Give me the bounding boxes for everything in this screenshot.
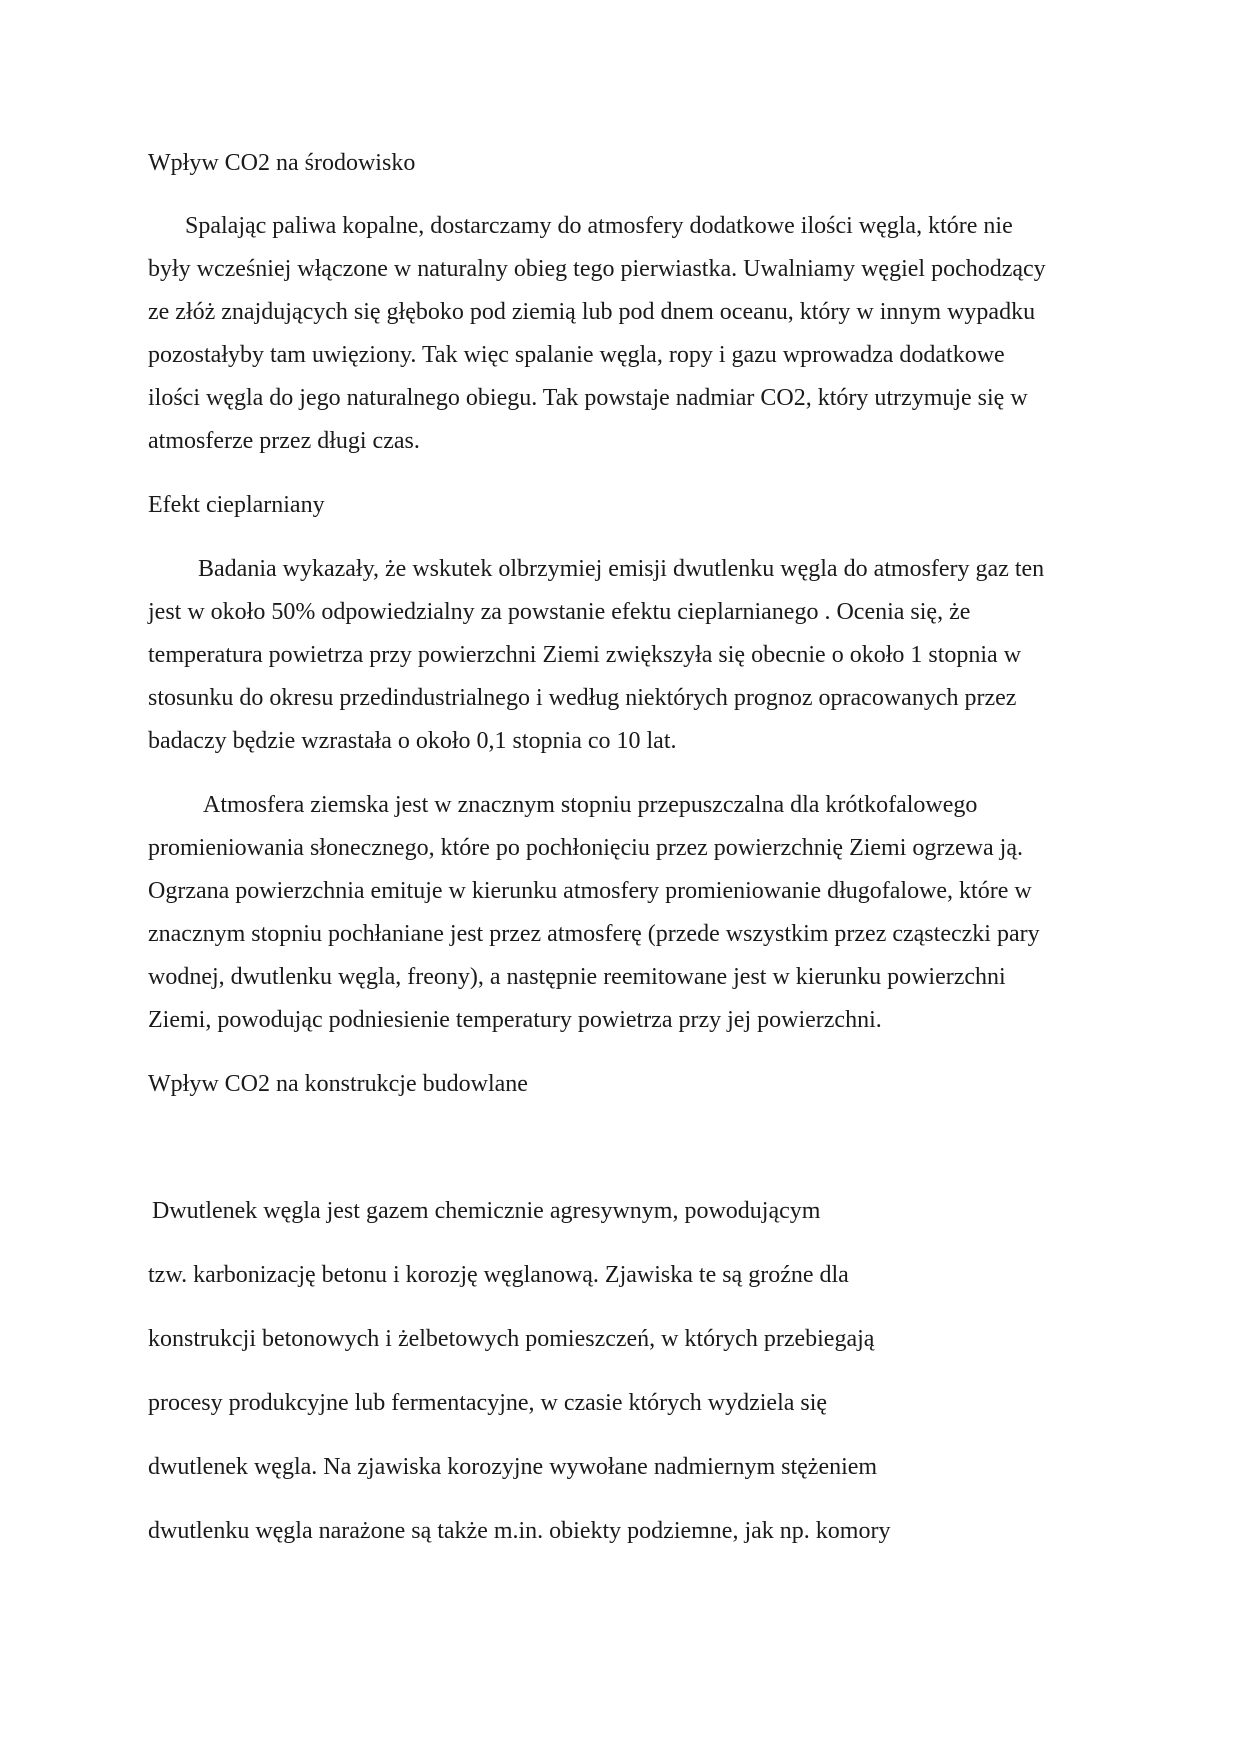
- paragraph-line: Badania wykazały, że wskutek olbrzymiej emisji dwutlenku węgla do atmosfery gaz ten: [198, 556, 1045, 582]
- paragraph-line: procesy produkcyjne lub fermentacyjne, w czasie których wydziela się: [148, 1390, 828, 1416]
- paragraph-line: badaczy będzie wzrastała o około 0,1 stopnia co 10 lat.: [148, 728, 677, 754]
- paragraph-line: Ziemi, powodując podniesienie temperatury powietrza przy jej powierzchni.: [148, 1007, 882, 1033]
- paragraph-line: Ogrzana powierzchnia emituje w kierunku atmosfery promieniowanie długofalowe, które w: [148, 878, 1032, 904]
- paragraph-line: temperatura powietrza przy powierzchni Ziemi zwiększyła się obecnie o około 1 stopnia w: [148, 642, 1022, 668]
- paragraph-line: ze złóż znajdujących się głęboko pod ziemią lub pod dnem oceanu, który w innym wypadku: [148, 299, 1036, 325]
- paragraph-line: stosunku do okresu przedindustrialnego i według niektórych prognoz opracowanych przez: [148, 685, 1017, 711]
- paragraph-line: znacznym stopniu pochłaniane jest przez atmosferę (przede wszystkim przez cząsteczki pary: [148, 921, 1040, 947]
- heading-co2-environment: Wpływ CO2 na środowisko: [148, 150, 416, 176]
- paragraph-line: były wcześniej włączone w naturalny obieg tego pierwiastka. Uwalniamy węgiel pochodzący: [148, 256, 1046, 282]
- paragraph-line: wodnej, dwutlenku węgla, freony), a następnie reemitowane jest w kierunku powierzchni: [148, 964, 1006, 990]
- paragraph-line: Dwutlenek węgla jest gazem chemicznie agresywnym, powodującym: [152, 1198, 821, 1224]
- heading-greenhouse-effect: Efekt cieplarniany: [148, 492, 325, 518]
- paragraph-line: konstrukcji betonowych i żelbetowych pomieszczeń, w których przebiegają: [148, 1326, 875, 1352]
- paragraph-line: tzw. karbonizację betonu i korozję węglanową. Zjawiska te są groźne dla: [148, 1262, 849, 1288]
- paragraph-line: Spalając paliwa kopalne, dostarczamy do atmosfery dodatkowe ilości węgla, które nie: [185, 213, 1013, 239]
- paragraph-line: dwutlenku węgla narażone są także m.in. obiekty podziemne, jak np. komory: [148, 1518, 891, 1544]
- paragraph-line: dwutlenek węgla. Na zjawiska korozyjne wywołane nadmiernym stężeniem: [148, 1454, 878, 1480]
- paragraph-line: pozostałyby tam uwięziony. Tak więc spalanie węgla, ropy i gazu wprowadza dodatkowe: [148, 342, 1005, 368]
- paragraph-line: ilości węgla do jego naturalnego obiegu. Tak powstaje nadmiar CO2, który utrzymuje się w: [148, 385, 1028, 411]
- paragraph-line: promieniowania słonecznego, które po pochłonięciu przez powierzchnię Ziemi ogrzewa ją.: [148, 835, 1023, 861]
- heading-co2-construction: Wpływ CO2 na konstrukcje budowlane: [148, 1071, 528, 1097]
- paragraph-line: jest w około 50% odpowiedzialny za powstanie efektu cieplarnianego . Ocenia się, że: [148, 599, 971, 625]
- paragraph-line: atmosferze przez długi czas.: [148, 428, 420, 454]
- paragraph-line: Atmosfera ziemska jest w znacznym stopniu przepuszczalna dla krótkofalowego: [203, 792, 978, 818]
